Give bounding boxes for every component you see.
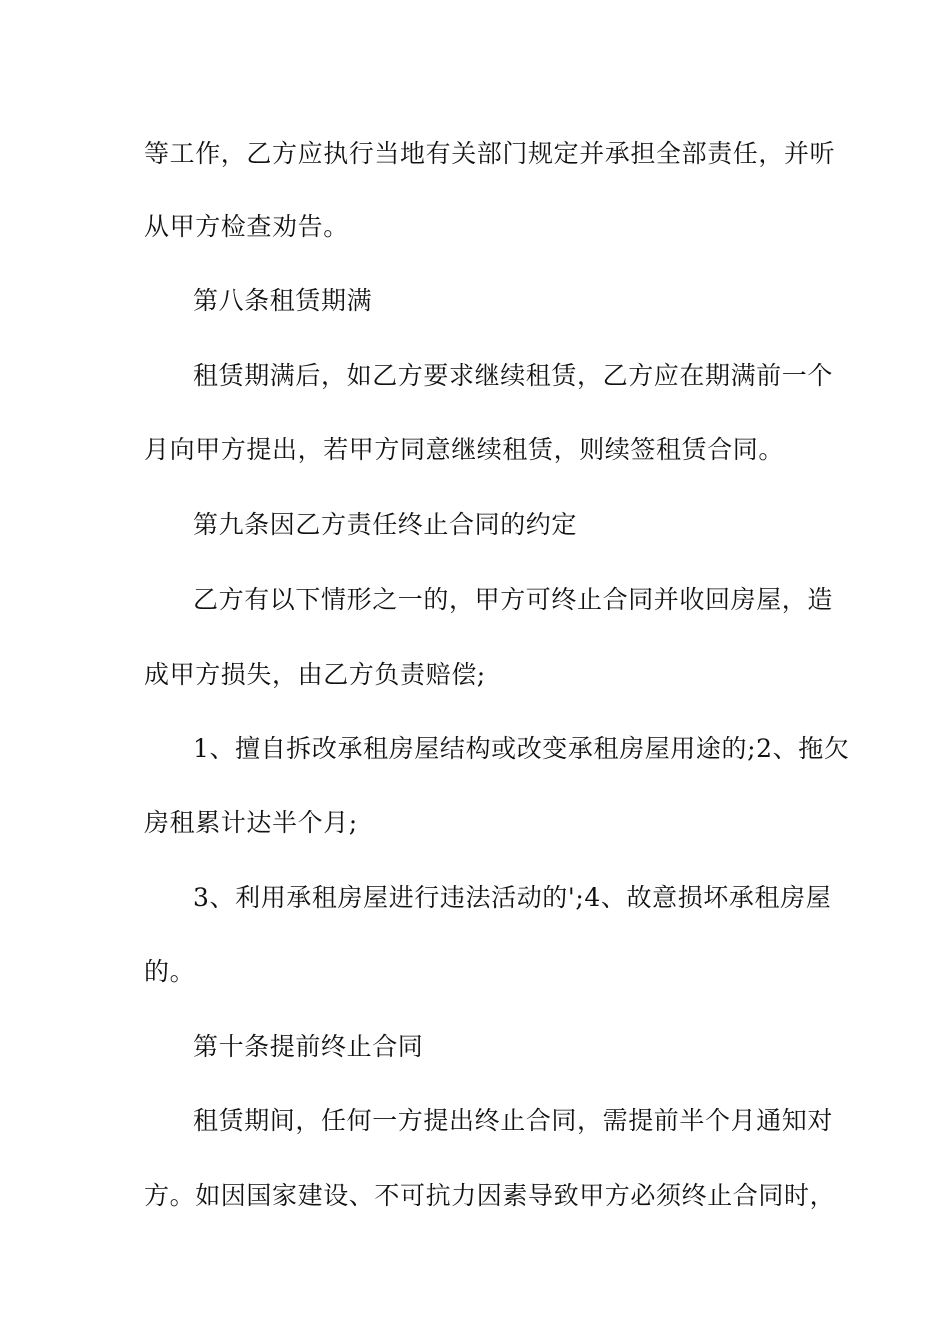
text-line: 3、利用承租房屋进行违法活动的';4、故意损坏承租房屋 <box>193 883 832 912</box>
text-line: 租赁期满后，如乙方要求继续租赁，乙方应在期满前一个 <box>193 361 834 390</box>
section-heading: 第十条提前终止合同 <box>193 1032 424 1061</box>
text-line: 租赁期间，任何一方提出终止合同，需提前半个月通知对 <box>193 1106 834 1135</box>
section-heading: 第九条因乙方责任终止合同的约定 <box>193 510 578 539</box>
text-line: 的。 <box>144 957 196 986</box>
text-line: 月向甲方提出，若甲方同意继续租赁，则续签租赁合同。 <box>144 435 785 464</box>
section-heading: 第八条租赁期满 <box>193 286 373 315</box>
text-line: 方。如因国家建设、不可抗力因素导致甲方必须终止合同时， <box>144 1181 836 1210</box>
text-line: 成甲方损失，由乙方负责赔偿; <box>144 660 486 689</box>
text-line: 从甲方检查劝告。 <box>144 212 349 241</box>
text-line: 等工作，乙方应执行当地有关部门规定并承担全部责任，并听 <box>144 139 836 168</box>
text-line: 1、擅自拆改承租房屋结构或改变承租房屋用途的;2、拖欠 <box>193 734 850 763</box>
text-line: 房租累计达半个月; <box>144 808 358 837</box>
text-line: 乙方有以下情形之一的，甲方可终止合同并收回房屋，造 <box>193 585 834 614</box>
